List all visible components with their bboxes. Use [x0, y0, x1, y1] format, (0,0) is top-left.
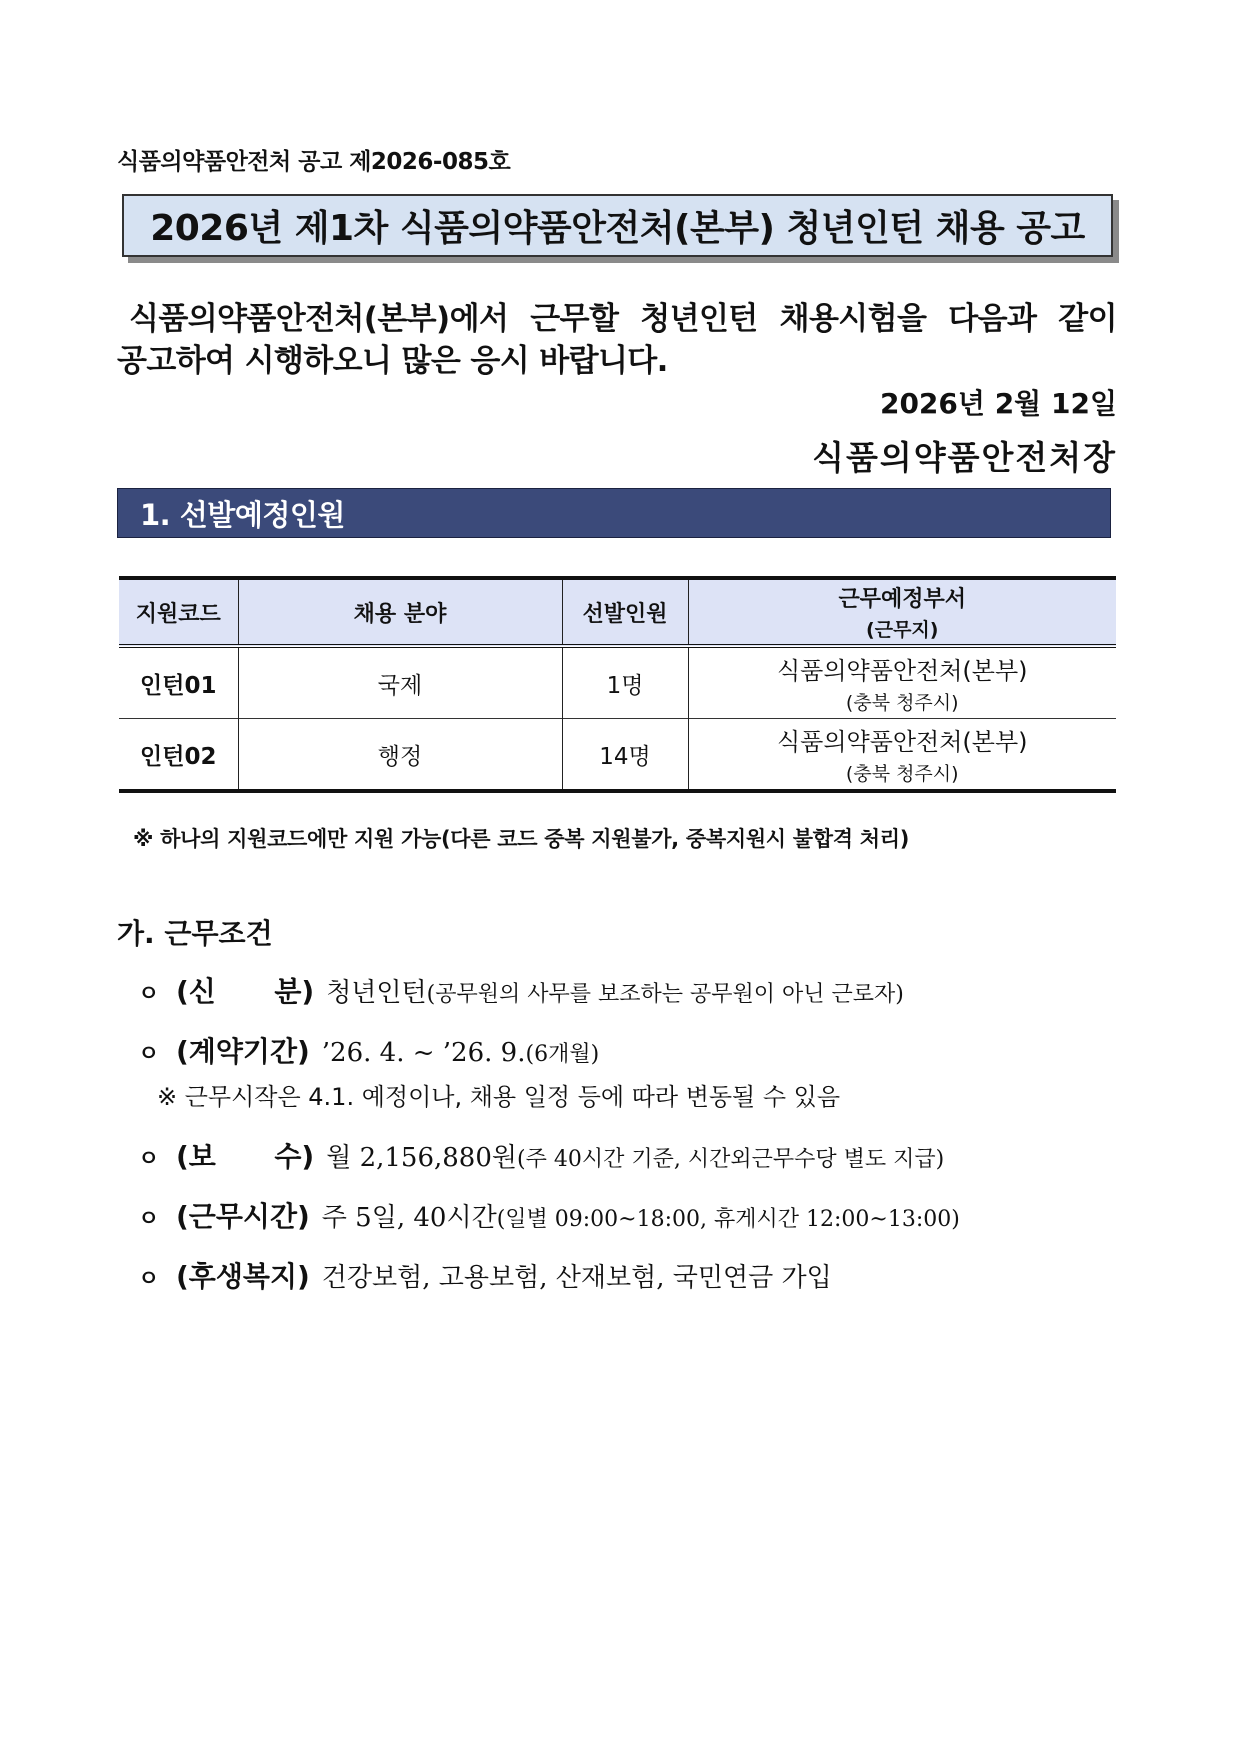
bullet-icon: ㅇ — [138, 1042, 160, 1067]
section-header-1 — [117, 488, 1111, 538]
bullet-icon: ㅇ — [138, 982, 160, 1007]
condition-label: (계약기간) — [176, 1035, 310, 1068]
condition-work-hours — [138, 1195, 960, 1235]
section-title: 1. 선발예정인원 — [140, 497, 345, 532]
subsection-title: 가. 근무조건 — [117, 917, 273, 950]
condition-value: ’26. 4. ~ ’26. 9. — [321, 1038, 526, 1068]
intro-line-2: 공고하여 시행하오니 많은 응시 바랍니다. — [117, 343, 668, 379]
cell-dept — [688, 719, 1116, 792]
dept-name: 식품의약품안전처(본부) — [776, 728, 1028, 756]
header-field: 채용 분야 — [238, 578, 562, 646]
recruitment-table — [119, 576, 1116, 793]
condition-contract-period — [138, 1030, 599, 1070]
cell-field: 행정 — [238, 719, 562, 792]
cell-count: 14명 — [562, 719, 688, 792]
condition-welfare — [138, 1255, 832, 1295]
announcement-date: 2026년 2월 12일 — [879, 387, 1117, 420]
header-dept-sub: (근무지) — [866, 619, 939, 641]
table-header-row — [119, 578, 1116, 646]
intro-paragraph — [117, 298, 1117, 382]
issuer: 식품의약품안전처장 — [812, 438, 1117, 477]
table-row — [119, 646, 1116, 719]
header-code: 지원코드 — [119, 578, 238, 646]
dept-location: (충북 청주시) — [845, 763, 959, 785]
application-note: ※ 하나의 지원코드에만 지원 가능(다른 코드 중복 지원불가, 중복지원시 불합격 처리) — [133, 827, 910, 851]
intro-line-1: 식품의약품안전처(본부)에서 근무할 청년인턴 채용시험을 다음과 같이 — [129, 301, 1117, 337]
cell-code: 인턴01 — [119, 646, 238, 719]
header-dept — [688, 578, 1116, 646]
condition-label: (신 분) — [176, 975, 315, 1008]
condition-value: 청년인턴 — [326, 978, 427, 1008]
condition-value: 건강보험, 고용보험, 산재보험, 국민연금 가입 — [321, 1263, 832, 1293]
condition-value: 주 5일, 40시간 — [321, 1203, 497, 1233]
cell-dept — [688, 646, 1116, 719]
header-dept-label: 근무예정부서 — [838, 587, 966, 612]
bullet-icon: ㅇ — [138, 1147, 160, 1172]
bullet-icon: ㅇ — [138, 1267, 160, 1292]
doc-number: 식품의약품안전처 공고 제2026-085호 — [117, 149, 511, 175]
cell-field: 국제 — [238, 646, 562, 719]
dept-location: (충북 청주시) — [845, 692, 959, 714]
condition-value: 월 2,156,880원 — [326, 1143, 518, 1173]
page-title: 2026년 제1차 식품의약품안전처(본부) 청년인턴 채용 공고 — [150, 208, 1085, 249]
condition-detail: (공무원의 사무를 보조하는 공무원이 아닌 근로자) — [426, 982, 904, 1007]
bullet-icon: ㅇ — [138, 1207, 160, 1232]
condition-salary — [138, 1135, 944, 1175]
cell-code: 인턴02 — [119, 719, 238, 792]
condition-detail: (일별 09:00~18:00, 휴게시간 12:00~13:00) — [496, 1207, 960, 1232]
condition-status — [138, 970, 904, 1010]
header-count: 선발인원 — [562, 578, 688, 646]
condition-label: (후생복지) — [176, 1260, 310, 1293]
condition-label: (보 수) — [176, 1140, 315, 1173]
contract-note: ※ 근무시작은 4.1. 예정이나, 채용 일정 등에 따라 변동될 수 있음 — [157, 1083, 841, 1111]
condition-detail: (6개월) — [525, 1042, 600, 1067]
condition-label: (근무시간) — [176, 1200, 310, 1233]
condition-detail: (주 40시간 기준, 시간외근무수당 별도 지급) — [517, 1147, 945, 1172]
cell-count: 1명 — [562, 646, 688, 719]
dept-name: 식품의약품안전처(본부) — [776, 657, 1028, 685]
table-row — [119, 719, 1116, 792]
title-box — [122, 194, 1113, 257]
